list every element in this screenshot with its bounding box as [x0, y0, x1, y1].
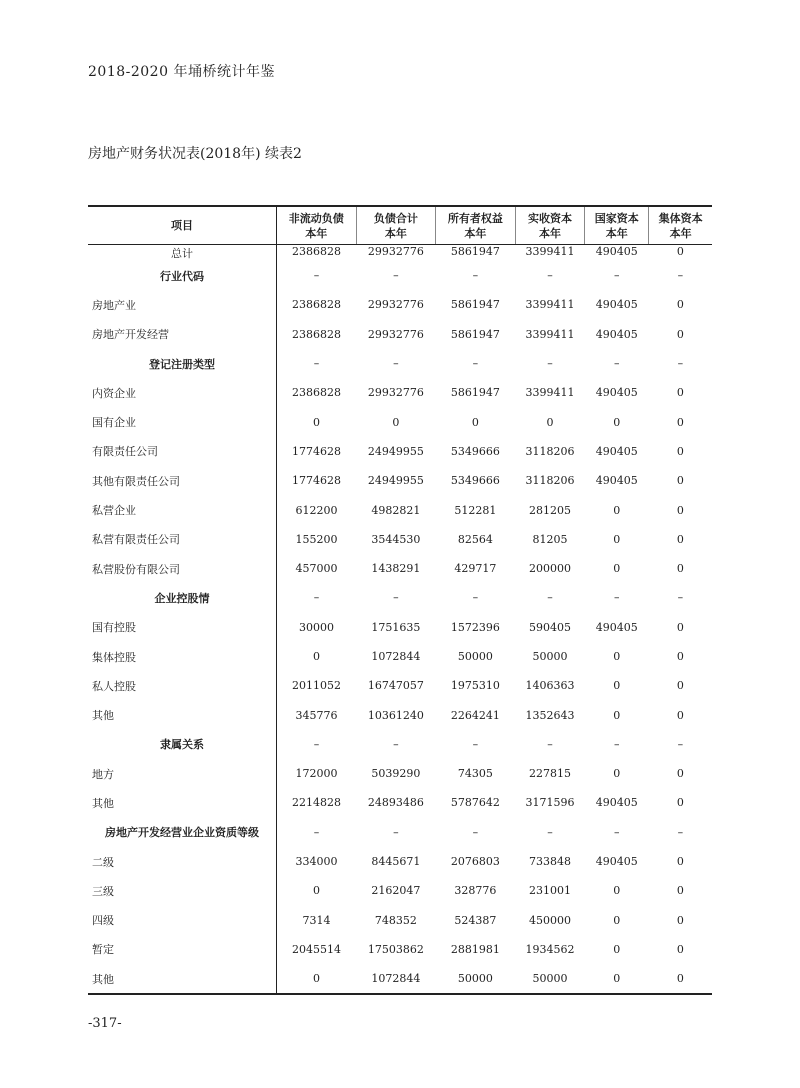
header-line2: 本年 [305, 226, 328, 240]
cell-value: 1352643 [525, 708, 575, 722]
cell-value: 1774628 [292, 474, 342, 488]
cell-value: 0 [676, 884, 684, 898]
cell-value: 2881981 [450, 942, 500, 956]
header-line1: 项目 [171, 219, 193, 232]
cell-value: 490405 [595, 386, 638, 400]
table-row [88, 788, 712, 817]
cell-value: – [547, 825, 553, 839]
cell-value: 512281 [454, 503, 497, 517]
table-row [88, 642, 712, 671]
cell-value: 7314 [302, 913, 331, 927]
cell-value: – [472, 591, 479, 605]
cell-value: – [313, 269, 320, 283]
cell-value: 5039290 [371, 767, 421, 781]
cell-value: 3399411 [525, 245, 575, 258]
cell-value: 0 [613, 884, 621, 898]
cell-value: 231001 [528, 884, 571, 898]
cell-value: 490405 [595, 245, 638, 258]
cell-value: 172000 [295, 767, 338, 781]
cell-value: 1975310 [450, 679, 500, 693]
table-row [88, 700, 712, 729]
header-line2: 本年 [538, 226, 561, 240]
cell-value: 490405 [595, 855, 638, 869]
table-row [88, 935, 712, 964]
cell-value: 16747057 [367, 679, 424, 693]
cell-value: 0 [613, 532, 621, 546]
table-row [88, 245, 712, 262]
cell-value: 733848 [528, 855, 571, 869]
table-row [88, 818, 712, 847]
cell-value: 0 [613, 708, 621, 722]
row-label: 私营有限责任公司 [88, 525, 277, 554]
header-col-1 [277, 206, 357, 245]
cell-value: 2076803 [450, 855, 500, 869]
header-col-5 [585, 206, 649, 245]
row-label: 房地产开发经营业企业资质等级 [88, 818, 277, 847]
cell-value: – [677, 591, 684, 605]
cell-value: 5349666 [450, 474, 500, 488]
cell-value: 0 [471, 415, 479, 429]
cell-value: 1572396 [450, 620, 500, 634]
header-line2: 本年 [605, 226, 628, 240]
cell-value: – [393, 737, 399, 751]
cell-value: 29932776 [367, 298, 424, 312]
row-label: 私营企业 [88, 495, 277, 524]
cell-value: 1406363 [525, 679, 575, 693]
header-line2: 本年 [384, 226, 407, 240]
table-row [88, 378, 712, 407]
table-row [88, 525, 712, 554]
cell-value: 490405 [595, 444, 638, 458]
cell-value: 0 [676, 474, 684, 488]
cell-value: 0 [676, 855, 684, 869]
cell-value: 4982821 [371, 503, 421, 517]
cell-value: 0 [676, 386, 684, 400]
table-row [88, 730, 712, 759]
cell-value: 490405 [595, 298, 638, 312]
cell-value: 0 [676, 942, 684, 956]
cell-value: 0 [676, 245, 684, 258]
cell-value: 0 [613, 942, 621, 956]
table-row [88, 583, 712, 612]
cell-value: 0 [676, 650, 684, 663]
cell-value: – [547, 357, 553, 371]
cell-value: 200000 [528, 562, 571, 576]
cell-value: 24949955 [367, 444, 424, 458]
row-label: 其他有限责任公司 [88, 466, 277, 495]
cell-value: 0 [676, 503, 684, 517]
cell-value: 24949955 [367, 474, 424, 488]
cell-value: 3544530 [371, 532, 421, 546]
cell-value: – [313, 737, 320, 751]
cell-value: 490405 [595, 796, 638, 810]
header-row [88, 206, 712, 245]
cell-value: 29932776 [367, 386, 424, 400]
cell-value: 24893486 [367, 796, 424, 810]
header-item [88, 206, 277, 245]
row-label: 私营股份有限公司 [88, 554, 277, 583]
cell-value: 29932776 [367, 245, 424, 258]
cell-value: 2045514 [292, 942, 342, 956]
cell-value: 0 [676, 415, 684, 429]
cell-value: 3399411 [525, 298, 575, 312]
cell-value: 1774628 [292, 444, 342, 458]
cell-value: – [677, 825, 684, 839]
cell-value: – [472, 269, 479, 283]
cell-value: – [614, 357, 620, 371]
cell-value: 2386828 [292, 298, 342, 312]
cell-value: 0 [676, 327, 684, 341]
cell-value: 3399411 [525, 327, 575, 341]
cell-value: 1072844 [371, 650, 421, 663]
cell-value: 0 [313, 884, 321, 898]
cell-value: – [614, 825, 620, 839]
cell-value: – [547, 591, 553, 605]
header-col-2 [356, 206, 436, 245]
row-label: 其他 [88, 788, 277, 817]
table-row [88, 671, 712, 700]
cell-value: – [313, 825, 320, 839]
row-label: 二级 [88, 847, 277, 876]
header-line2: 本年 [669, 226, 692, 240]
table-header [88, 206, 712, 245]
cell-value: 10361240 [367, 708, 424, 722]
cell-value: 50000 [436, 964, 516, 994]
table-row [88, 613, 712, 642]
header-line1: 非流动负债 [288, 211, 344, 225]
row-label: 其他 [88, 964, 277, 994]
table-row [88, 554, 712, 583]
cell-value: 0 [676, 532, 684, 546]
cell-value: 0 [313, 415, 321, 429]
cell-value: 50000 [515, 964, 585, 994]
cell-value: – [547, 737, 553, 751]
cell-value: 50000 [457, 650, 493, 663]
table-row [88, 876, 712, 905]
row-label: 三级 [88, 876, 277, 905]
cell-value: 281205 [528, 503, 571, 517]
cell-value: 457000 [295, 562, 338, 576]
cell-value: 0 [613, 913, 621, 927]
cell-value: – [393, 269, 399, 283]
table-row [88, 759, 712, 788]
header-line1: 负债合计 [373, 211, 418, 225]
cell-value: 2386828 [292, 245, 342, 258]
row-label: 房地产业 [88, 290, 277, 319]
cell-value: 2264241 [450, 708, 500, 722]
cell-value: 0 [676, 913, 684, 927]
cell-value: 429717 [454, 562, 497, 576]
cell-value: 227815 [528, 767, 571, 781]
cell-value: 0 [613, 679, 621, 693]
cell-value: 74305 [457, 767, 493, 781]
cell-value: 0 [546, 415, 554, 429]
cell-value: 0 [676, 620, 684, 634]
header-line1: 集体资本 [658, 211, 703, 225]
cell-value: 0 [313, 650, 321, 663]
cell-value: 0 [676, 679, 684, 693]
cell-value: – [313, 357, 320, 371]
cell-value: 3118206 [525, 444, 575, 458]
row-label: 总计 [88, 245, 277, 262]
cell-value: – [393, 357, 399, 371]
cell-value: 2386828 [292, 327, 342, 341]
cell-value: 50000 [532, 650, 568, 663]
table-row [88, 320, 712, 349]
cell-value: 345776 [295, 708, 338, 722]
cell-value: 0 [676, 298, 684, 312]
row-label: 国有企业 [88, 407, 277, 436]
running-head: 2018-2020 年埇桥统计年鉴 [88, 64, 275, 80]
cell-value: 5861947 [450, 245, 500, 258]
cell-value: 0 [676, 767, 684, 781]
cell-value: 748352 [374, 913, 417, 927]
cell-value: 0 [585, 964, 649, 994]
cell-value: – [614, 269, 620, 283]
cell-value: – [547, 269, 553, 283]
cell-value: 2214828 [292, 796, 342, 810]
row-label: 其他 [88, 700, 277, 729]
cell-value: 490405 [595, 327, 638, 341]
header-line2: 本年 [464, 226, 487, 240]
header-line1: 实收资本 [527, 211, 572, 225]
table-row [88, 906, 712, 935]
cell-value: 8445671 [371, 855, 421, 869]
cell-value: 612200 [295, 503, 338, 517]
table-row [88, 466, 712, 495]
cell-value: 0 [613, 503, 621, 517]
cell-value: 5861947 [450, 327, 500, 341]
cell-value: 0 [676, 562, 684, 576]
cell-value: – [472, 357, 479, 371]
cell-value: 0 [613, 767, 621, 781]
cell-value: 0 [392, 415, 400, 429]
row-label: 登记注册类型 [88, 349, 277, 378]
cell-value: 328776 [454, 884, 497, 898]
header-col-4 [515, 206, 585, 245]
cell-value: 1438291 [371, 562, 421, 576]
cell-value: 2162047 [371, 884, 421, 898]
row-label: 四级 [88, 906, 277, 935]
table-row [88, 847, 712, 876]
row-label: 隶属关系 [88, 730, 277, 759]
table-row [88, 261, 712, 290]
cell-value: 81205 [532, 532, 568, 546]
row-label: 国有控股 [88, 613, 277, 642]
cell-value: 30000 [299, 620, 335, 634]
cell-value: 2386828 [292, 386, 342, 400]
cell-value: – [313, 591, 320, 605]
cell-value: 590405 [528, 620, 571, 634]
cell-value: 490405 [595, 620, 638, 634]
cell-value: 0 [613, 650, 621, 663]
table-row [88, 290, 712, 319]
cell-value: 3399411 [525, 386, 575, 400]
cell-value: – [677, 357, 684, 371]
header-col-6 [649, 206, 712, 245]
cell-value: – [472, 737, 479, 751]
table-row [88, 964, 712, 994]
cell-value: 1934562 [525, 942, 575, 956]
table-title: 房地产财务状况表(2018年) 续表2 [88, 146, 302, 162]
cell-value: 450000 [528, 913, 571, 927]
cell-value: 5861947 [450, 298, 500, 312]
cell-value: 5787642 [450, 796, 500, 810]
row-label: 企业控股情 [88, 583, 277, 612]
cell-value: – [677, 269, 684, 283]
row-label: 暂定 [88, 935, 277, 964]
page-number: -317- [88, 1016, 122, 1031]
cell-value: 1751635 [371, 620, 421, 634]
row-label: 地方 [88, 759, 277, 788]
cell-value: 0 [613, 562, 621, 576]
header-line1: 国家资本 [594, 211, 639, 225]
cell-value: 334000 [295, 855, 338, 869]
row-label: 行业代码 [88, 261, 277, 290]
cell-value: 5349666 [450, 444, 500, 458]
cell-value: – [614, 737, 620, 751]
row-label: 集体控股 [88, 642, 277, 671]
row-label: 有限责任公司 [88, 437, 277, 466]
cell-value: – [472, 825, 479, 839]
row-label: 内资企业 [88, 378, 277, 407]
header-line1: 所有者权益 [447, 211, 503, 225]
financial-status-table [88, 205, 712, 995]
cell-value: 0 [676, 444, 684, 458]
cell-value: 0 [277, 964, 357, 994]
row-label: 房地产开发经营 [88, 320, 277, 349]
cell-value: – [614, 591, 620, 605]
table-row [88, 407, 712, 436]
cell-value: 0 [676, 708, 684, 722]
cell-value: 0 [676, 796, 684, 810]
cell-value: 2011052 [292, 679, 342, 693]
table-row [88, 437, 712, 466]
cell-value: 29932776 [367, 327, 424, 341]
cell-value: 3171596 [525, 796, 575, 810]
table-row [88, 495, 712, 524]
cell-value: 490405 [595, 474, 638, 488]
cell-value: – [393, 591, 399, 605]
cell-value: 1072844 [356, 964, 436, 994]
cell-value: 82564 [457, 532, 493, 546]
row-label: 私人控股 [88, 671, 277, 700]
table-row [88, 349, 712, 378]
cell-value: 5861947 [450, 386, 500, 400]
cell-value: 3118206 [525, 474, 575, 488]
cell-value: – [393, 825, 399, 839]
cell-value: 524387 [454, 913, 497, 927]
cell-value: 0 [613, 415, 621, 429]
header-col-3 [436, 206, 516, 245]
cell-value: 155200 [295, 532, 338, 546]
table-body [88, 245, 712, 995]
cell-value: – [677, 737, 684, 751]
cell-value: 0 [649, 964, 712, 994]
cell-value: 17503862 [367, 942, 424, 956]
